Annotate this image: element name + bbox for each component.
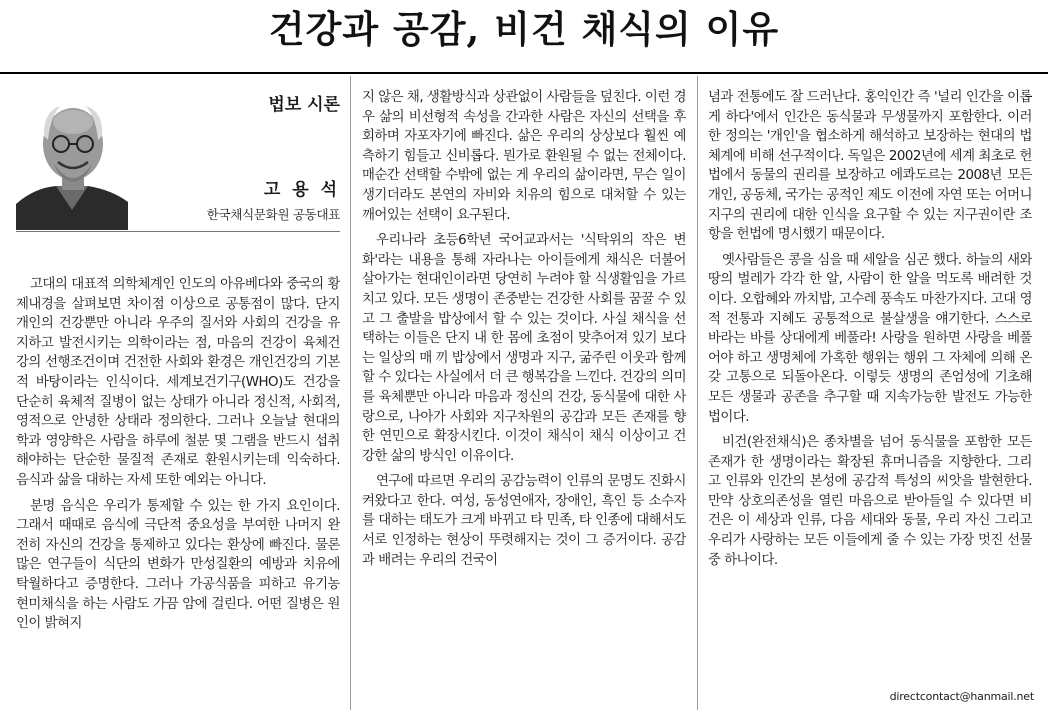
author-email: directcontact@hanmail.net: [889, 690, 1034, 703]
paragraph: 념과 전통에도 잘 드러난다. 홍익인간 즉 '널리 인간을 이롭게 하다'에서 인간은 동식물과 무생물까지 포함한다. 이러한 정의는 '개인'을 협소하게 해석하고 보장하는 현대의 법체계에 비해 선구적이다. 독일은 2002년에 세계 최초로 헌법에서 동물의 권리를 보장하고 에콰도르는 2008년 모든 개인, 공동체, 국가는 공적인 제도 이전에 자연 또는 어머니 지구의 권리에 대한 인식을 요구할 수 있는 지구권이란 조항을 헌법에 명시했기 때문이다.: [708, 90, 1032, 243]
column-divider: [350, 76, 351, 710]
paragraph: 비건(완전채식)은 종차별을 넘어 동식물을 포함한 모든 존재가 한 생명이라는 확장된 휴머니즘을 지향한다. 그리고 인류와 인간의 본성에 공감적 특성의 씨앗을 발현한다. 만약 상호의존성을 열린 마음으로 받아들일 수 있다면 비건은 이 세상과 인류, 다음 세대와 동물, 우리 자신 그리고 우리가 사랑하는 모든 이들에게 줄 수 있는 가장 멋진 선물 중 하나이다.: [708, 435, 1032, 568]
paragraph: 지 않은 채, 생활방식과 상관없이 사람들을 덮친다. 이런 경우 삶의 비선형적 속성을 간과한 사람은 자신의 선택을 후회하며 자포자기에 빠진다. 삶은 우리의 상상보다 훨씬 예측하기 힘들고 신비롭다. 뭔가로 환원될 수 없는 전체이다. 매순간 선택할 수밖에 없는 게 우리의 삶이라면, 무슨 일이 생기더라도 본연의 자비와 치유의 힘으로 대처할 수 있는 깨어있는 선택이 요구된다.: [362, 90, 686, 223]
article-column-3: [708, 88, 1032, 688]
byline-divider: [16, 231, 340, 232]
author-photo: [16, 92, 128, 230]
headline: 건강과 공감, 비건 채식의 이유: [268, 7, 780, 51]
paragraph: 옛사람들은 콩을 심을 때 세알을 심곤 했다. 하늘의 새와 땅의 벌레가 각각 한 알, 사람이 한 알을 먹도록 배려한 것이다. 오합혜와 까치밥, 고수레 풍속도 마찬가지다. 고대 영적 전통과 지혜도 공통적으로 불살생을 얘기한다. 스스로 바라는 바를 상대에게 베풀라! 사랑을 원하면 사랑을 베풀어야 하고 생명체에 가혹한 행위는 행위 그 자체에 의해 온갖 고통으로 되돌아온다. 이렇듯 생명의 존엄성에 기초해 모든 생물과 공존을 추구할 때 지속가능한 발전도 가능한 법이다.: [708, 252, 1032, 425]
article-column-2: [362, 88, 686, 704]
author-role: 한국채식문화원 공동대표: [206, 207, 340, 222]
article-column-1: [16, 275, 340, 705]
paragraph: 분명 음식은 우리가 통제할 수 있는 한 가지 요인이다. 그래서 때때로 음식에 극단적 중요성을 부여한 나머지 완전히 자신의 건강을 통제하고 있다는 환상에 빠진다. 물론 많은 연구들이 식단의 변화가 만성질환의 예방과 치유에 탁월하다고 증명한다. 그러나 가공식품을 피하고 유기농 현미채식을 하는 사람도 가끔 암에 걸린다. 어떤 질병은 원인이 밝혀지: [16, 498, 340, 632]
column-divider: [697, 76, 698, 710]
paragraph: 우리나라 초등6학년 국어교과서는 '식탁위의 작은 변화'라는 내용을 통해 자라나는 아이들에게 채식은 더불어 살아가는 현대인이라면 당연히 누려야 할 식생활임을 가르치고 있다. 모든 생명이 존중받는 건강한 사회를 꿈꿀 수 있고 그 출발을 밥상에서 할 수 있는 것이다. 사실 채식을 선택하는 이들은 단지 내 한 몸에 초점이 맞추어져 있기 보다는 일상의 매 끼 밥상에서 생명과 지구, 굶주린 이웃과 함께 할 수 있다는 사실에서 더 큰 행복감을 느낀다. 건강의 의미를 육체뿐만 아니라 마음과 정신의 건강, 동식물에 대한 사랑으로, 나아가 사회와 지구차원의 공감과 모든 존재를 향한 연민으로 확장시킨다. 이것이 채식이 채식 이상이고 건강한 삶의 방식인 이유이다.: [362, 233, 686, 464]
paragraph: 고대의 대표적 의학체계인 인도의 아유베다와 중국의 황제내경을 살펴보면 차이점 이상으로 공통점이 많다. 단지 개인의 건강뿐만 아니라 우주의 질서와 사회의 건강을 유지하고 발전시키는 의학이라는 점, 마음의 건강이 육체건강의 선행조건이며 건전한 사회와 환경은 개인건강의 기본적 바탕이라는 인식이다. 세계보건기구(WHO)도 건강을 단순히 육체적 질병이 없는 상태가 아니라 정신적, 사회적, 영적으로 안녕한 상태라 정의한다. 그러나 오늘날 현대의학과 영양학은 사람을 하루에 철분 몇 그램을 반드시 섭취해야하는 단순한 물질적 존재로 환원시키는데 익숙하다. 음식과 삶을 대하는 자세 또한 예외는 아니다.: [16, 277, 340, 488]
section-label: 법보 시론: [268, 95, 340, 115]
paragraph: 연구에 따르면 우리의 공감능력이 인류의 문명도 진화시켜왔다고 한다. 여성, 동성연애자, 장애인, 흑인 등 소수자를 대하는 태도가 크게 바뀌고 타 민족, 타 인종에 대해서도 서로 인정하는 현상이 뚜렷해지는 것이 그 증거이다. 공감과 배려는 우리의 건국이: [362, 474, 686, 568]
headline-rule: [0, 72, 1048, 74]
author-name: 고 용 석: [263, 180, 340, 200]
